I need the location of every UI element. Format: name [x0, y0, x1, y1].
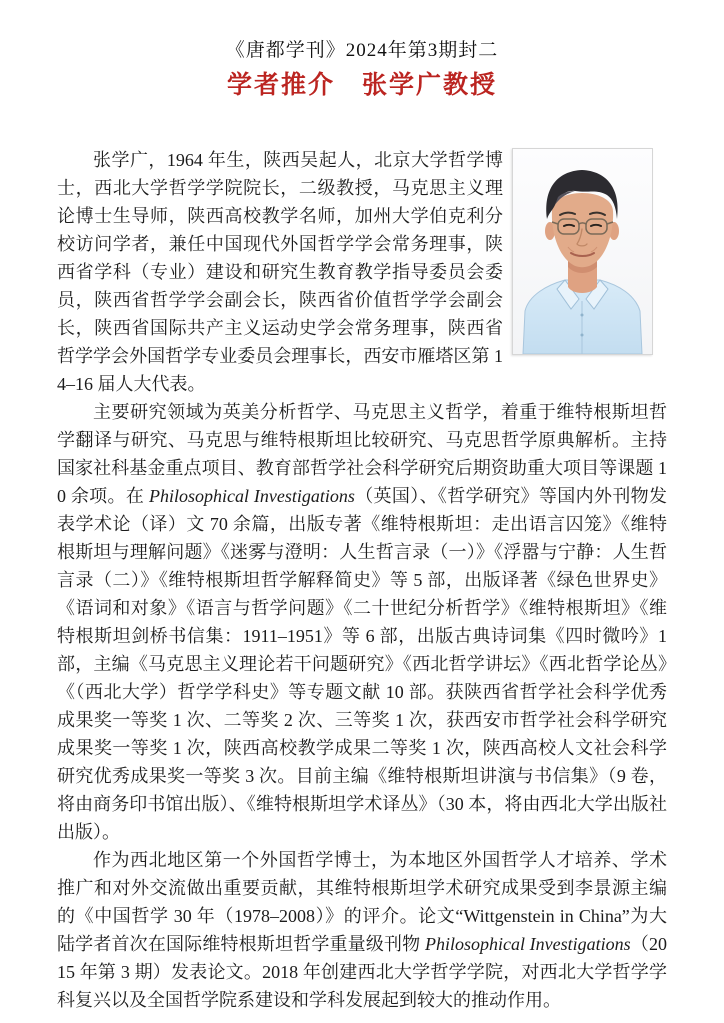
article-body	[57, 146, 667, 1014]
text-segment: 作为西北地区第一个外国哲学博士，为本地区外国哲学人才培养、学术推广和对外交流做出重要贡献，其维特根斯坦学术研究成果受到李景源主编的《中国哲学 30 年（1978–2008）》的评介。论文“Wittgenstein in China”为大陆学者首次在国际维特根斯坦哲学重量级刊物	[57, 850, 667, 954]
text-segment: （英国）、《哲学研究》等国内外刊物发表学术论（译）文 70 余篇，出版专著《维特根斯坦：走出语言囚笼》《维特根斯坦与理解问题》《迷雾与澄明：人生哲言录（一）》《浮嚣与宁静：人生哲言录（二）》《维特根斯坦哲学解释简史》等 5 部，出版译著《绿色世界史》《语词和对象》《语言与哲学问题》《二十世纪分析哲学》《维特根斯坦》《维特根斯坦剑桥书信集：1911–1951》等 6 部，出版古典诗词集《四时微吟》1 部，主编《马克思主义理论若干问题研究》《西北哲学讲坛》《西北哲学论丛》《（西北大学）哲学学科史》等专题文献 10 部。获陕西省哲学社会科学优秀成果奖一等奖 1 次、二等奖 2 次、三等奖 1 次，获西安市哲学社会科学研究成果奖一等奖 1 次，陕西高校教学成果二等奖 1 次，陕西高校人文社会科学研究优秀成果奖一等奖 3 次。目前主编《维特根斯坦讲演与书信集》（9 卷，将由商务印书馆出版）、《维特根斯坦学术译丛》（30 本，将由西北大学出版社出版）。	[57, 486, 668, 842]
text-segment: Philosophical Investigations	[425, 934, 631, 954]
bio-paragraph-contribution	[57, 846, 667, 1014]
bio-paragraph-research	[57, 398, 667, 846]
page-header	[57, 40, 667, 100]
text-segment: Philosophical Investigations	[149, 486, 355, 506]
portrait-illustration	[513, 149, 652, 354]
text-segment: 张学广，1964 年生，陕西吴起人，北京大学哲学博士，西北大学哲学学院院长，二级教授，马克思主义理论博士生导师，陕西高校教学名师，加州大学伯克利分校访问学者，兼任中国现代外国哲学学会常务理事，陕西省学科（专业）建设和研究生教育教学指导委员会委员，陕西省哲学学会副会长，陕西省价值哲学学会副会长，陕西省国际共产主义运动史学会常务理事，陕西省哲学学会外国哲学专业委员会理事长，西安市雁塔区第 14–16 届人大代表。	[57, 150, 503, 394]
text-segment: （2015 年第 3 期）发表论文。2018 年创建西北大学哲学学院，对西北大学哲学学科复兴以及全国哲学院系建设和学科发展起到较大的推动作用。	[57, 934, 668, 1010]
text-segment: 主要研究领域为英美分析哲学、马克思主义哲学，着重于维特根斯坦哲学翻译与研究、马克思与维特根斯坦比较研究、马克思哲学原典解析。主持国家社科基金重点项目、教育部哲学社会科学研究后期资助重大项目等课题 10 余项。在	[57, 402, 667, 506]
journal-issue-title: 《唐都学刊》2024年第3期封二	[225, 40, 499, 61]
scholar-feature-heading: 学者推介 张学广教授	[226, 72, 497, 99]
professor-portrait-photo	[512, 148, 653, 355]
